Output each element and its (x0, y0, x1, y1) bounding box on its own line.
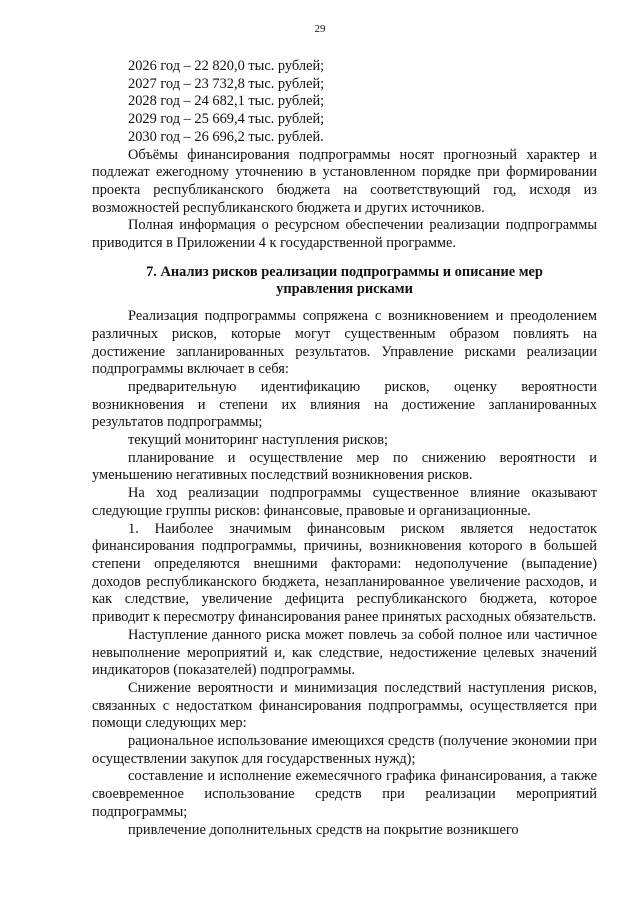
paragraph: текущий мониторинг наступления рисков; (128, 432, 389, 449)
page-body (92, 58, 597, 839)
paragraph: Снижение вероятности и минимизация последствий наступления рисков, связанных с недостатком финансирования подпрограммы, осуществляется при помощи следующих мер: (92, 679, 597, 732)
paragraph: Наступление данного риска может повлечь за собой полное или частичное невыполнение мероприятий и, как следствие, недостижение целевых значений индикаторов (показателей) подпрограммы. (92, 626, 597, 679)
page-number: 29 (314, 23, 326, 35)
paragraph: 1. Наиболее значимым финансовым риском является недостаток финансирования подпрограммы, причины, возникновения которого в большей степени определяются внешними факторами: недополучение (выпадение) доходов республиканского бюджета, незапланированное увеличение расходов, и как следствие, увеличение дефицита республиканского бюджета, которое приводит к пересмотру финансирования ранее принятых расходных обязательств. (92, 520, 597, 626)
section-heading: 7. Анализ рисков реализации подпрограммы и описание мер управления рисками (146, 263, 543, 298)
paragraph: Реализация подпрограммы сопряжена с возникновением и преодолением различных рисков, которые могут существенным образом повлиять на достижение запланированных результатов. Управление рисками реализации подпрограммы включает в себя: (92, 308, 597, 378)
funding-line: 2028 год – 24 682,1 тыс. рублей; (128, 93, 325, 110)
paragraph: планирование и осуществление мер по снижению вероятности и уменьшению негативных последствий возникновения рисков. (92, 449, 597, 484)
paragraph: Полная информация о ресурсном обеспечении реализации подпрограммы приводится в Приложении 4 к государственной программе. (92, 217, 597, 252)
paragraph: На ход реализации подпрограммы существенное влияние оказывают следующие группы рисков: финансовые, правовые и организационные. (92, 485, 597, 519)
paragraph: Объёмы финансирования подпрограммы носят прогнозный характер и подлежат ежегодному уточнению в установленном порядке при формировании проекта республиканского бюджета на соответствующий год, исходя из возможностей республиканского бюджета и других источников. (92, 146, 597, 216)
paragraph: привлечение дополнительных средств на покрытие возникшего (128, 821, 519, 838)
funding-line: 2030 год – 26 696,2 тыс. рублей. (128, 128, 324, 145)
funding-line: 2029 год – 25 669,4 тыс. рублей; (128, 111, 325, 128)
funding-line: 2026 год – 22 820,0 тыс. рублей; (128, 58, 325, 74)
paragraph: предварительную идентификацию рисков, оценку вероятности возникновения и степени их влияния на достижение запланированных результатов подпрограммы; (92, 378, 597, 431)
funding-line: 2027 год – 23 732,8 тыс. рублей; (128, 75, 325, 92)
paragraph: составление и исполнение ежемесячного графика финансирования, а также своевременное использование средств при реализации мероприятий подпрограммы; (92, 768, 597, 820)
paragraph: рациональное использование имеющихся средств (получение экономии при осуществлении закупок для государственных нужд); (92, 733, 597, 767)
